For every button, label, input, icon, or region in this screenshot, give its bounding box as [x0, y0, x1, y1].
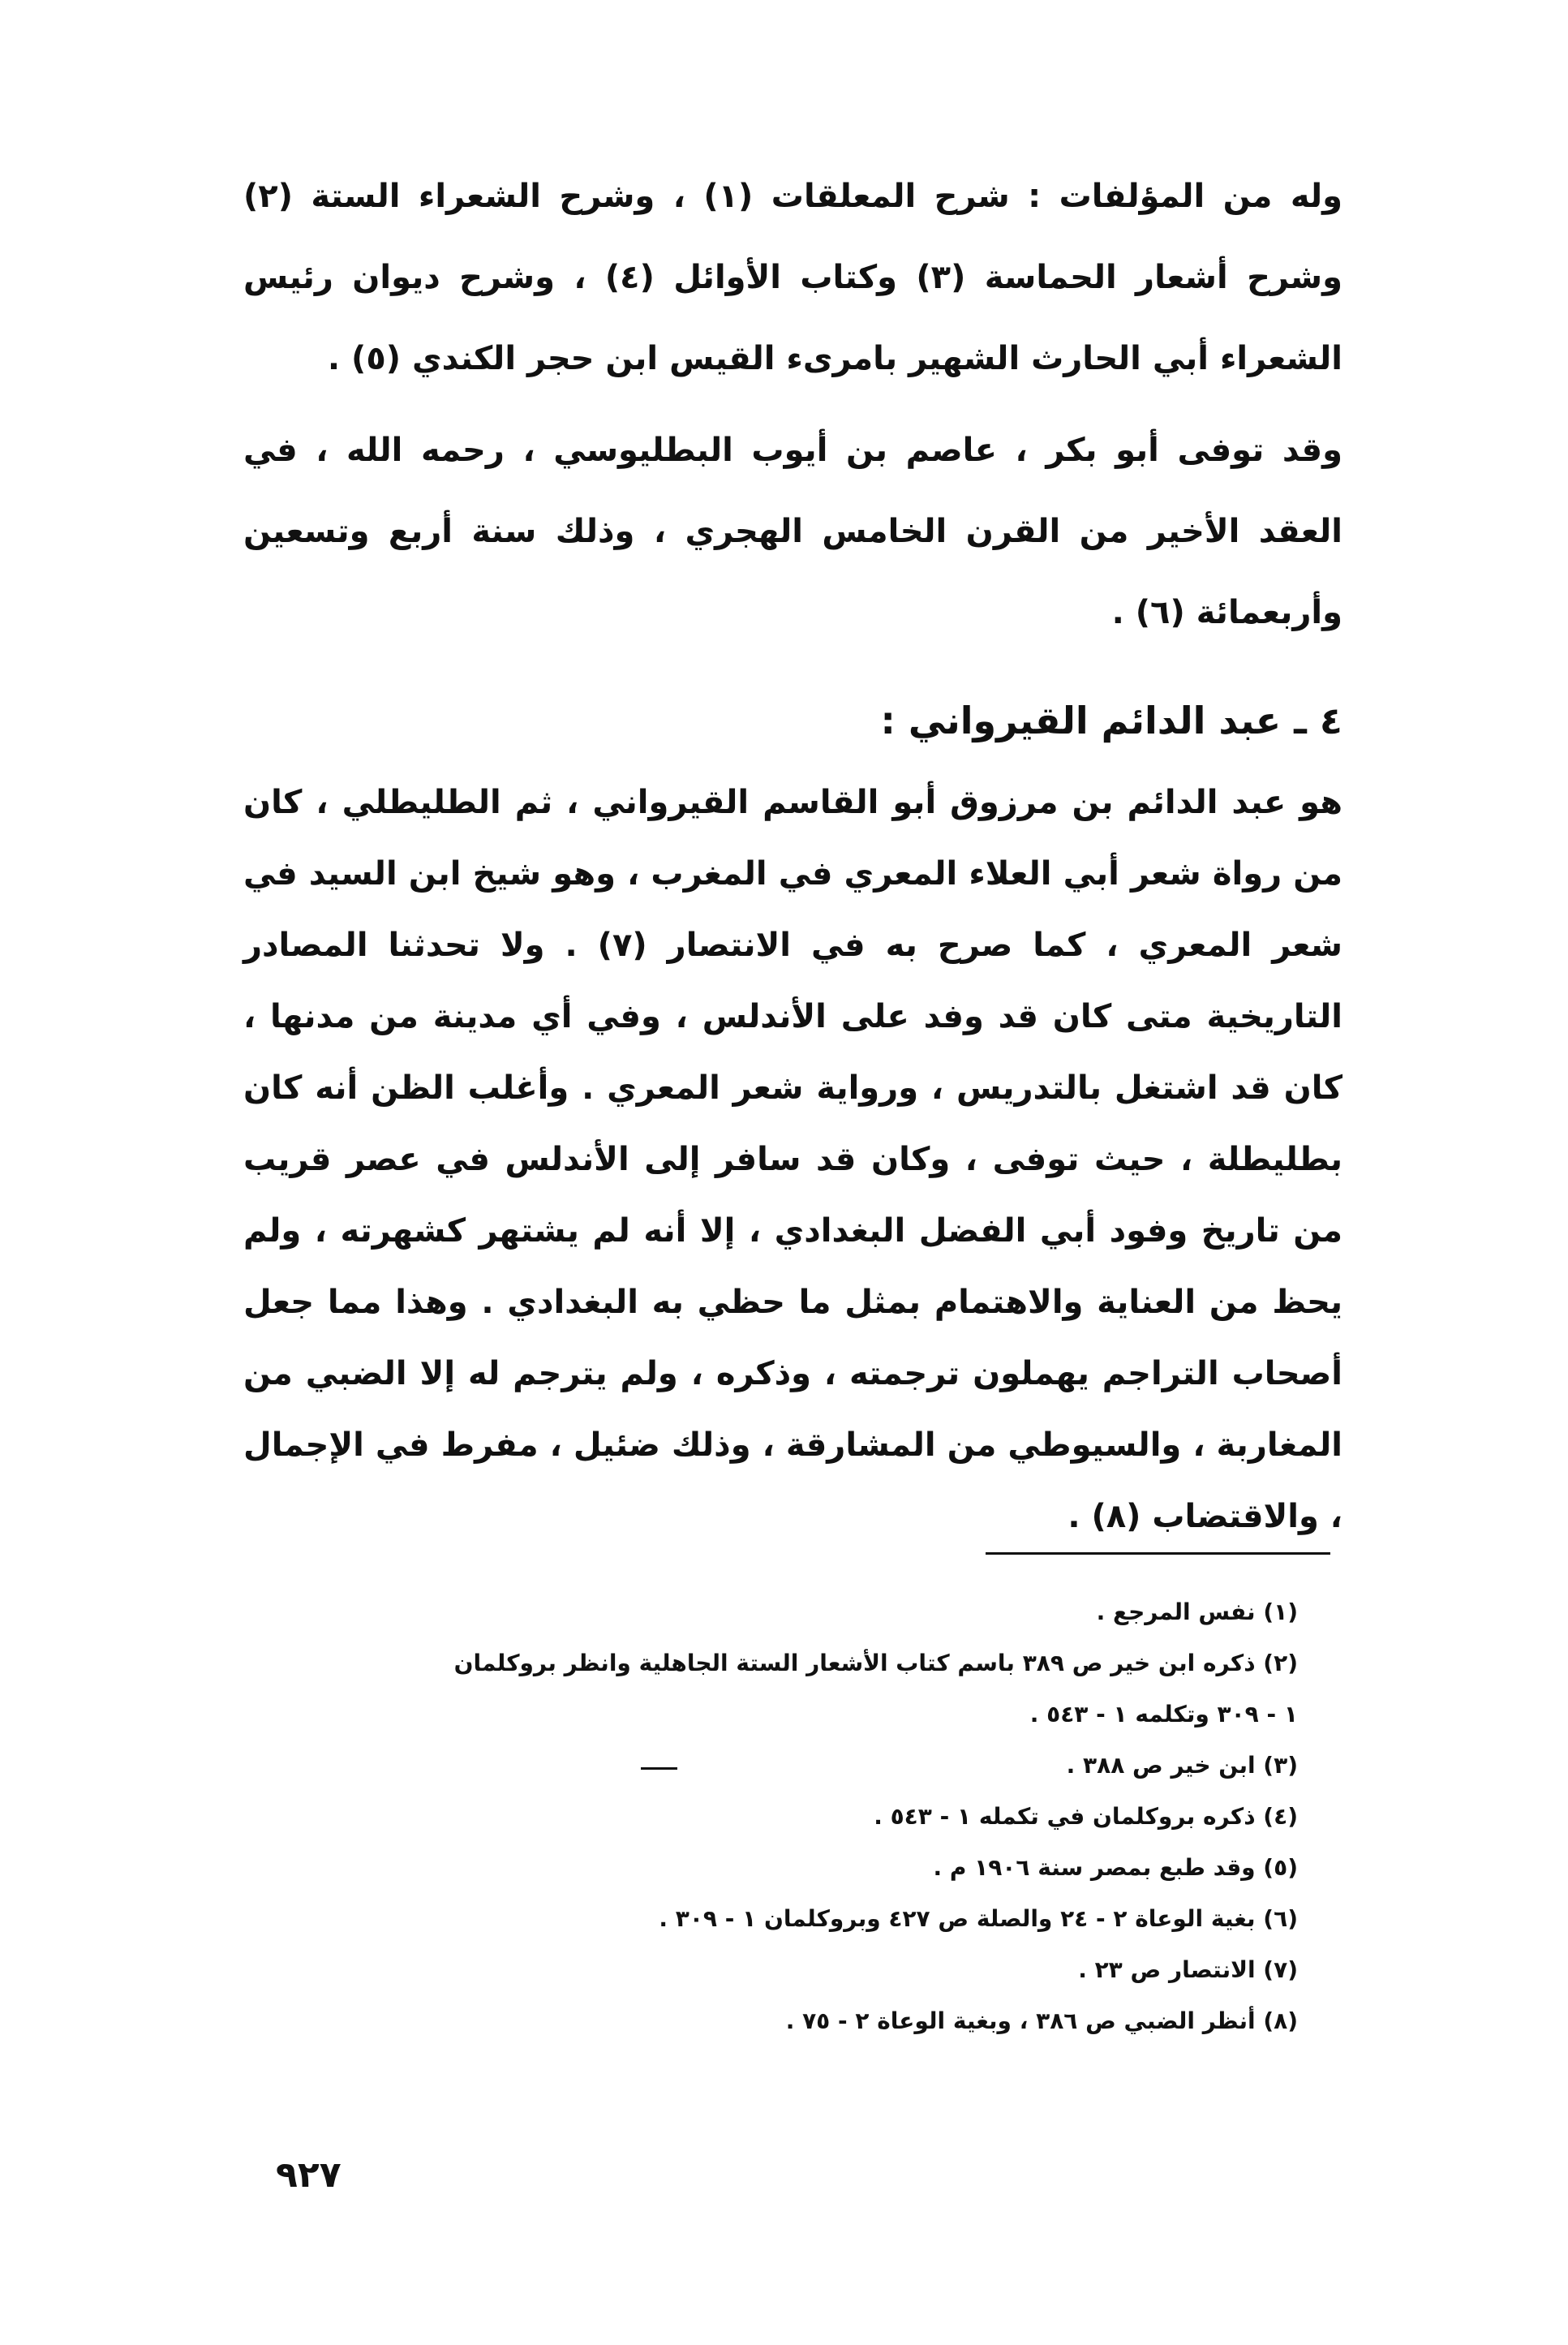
footnote-2: (٢) ذكره ابن خير ص ٣٨٩ باسم كتاب الأشعار الستة الجاهلية وانظر بروكلمان [453, 1650, 1298, 1676]
footnote-6: (٦) بغية الوعاة ٢ - ٢٤ والصلة ص ٤٢٧ وبروكلمان ١ - ٣٠٩ . [659, 1905, 1298, 1932]
paragraph-biography: هو عبد الدائم بن مرزوق أبو القاسم القيرواني ، ثم الطليطلي ، كان من رواة شعر أبي العلاء المعري في المغرب ، وهو شيخ ابن السيد في شعر المعري ، كما صرح به في الانتصار (٧) . ولا تحدثنا المصادر التاريخية متى كان قد وفد على الأندلس ، وفي أي مدينة من مدنها ، كان قد اشتغل بالتدريس ، ورواية شعر المعري . وأغلب الظن أنه كان بطليطلة ، حيث توفى ، وكان قد سافر إلى الأندلس في عصر قريب من تاريخ وفود أبي الفضل البغدادي ، إلا أنه لم يشتهر كشهرته ، ولم يحظ من العناية والاهتمام بمثل ما حظي به البغدادي . وهذا مما جعل أصحاب التراجم يهملون ترجمته ، وذكره ، ولم يترجم له إلا الضبي من المغاربة ، والسيوطي من المشارقة ، وذلك ضئيل ، مفرط في الإجمال ، والاقتضاب (٨) . [243, 784, 1342, 1535]
footnote-8: (٨) أنظر الضبي ص ٣٨٦ ، وبغية الوعاة ٢ - ٧٥ . [785, 2007, 1298, 2034]
footnote-4: (٤) ذكره بروكلمان في تكمله ١ - ٥٤٣ . [874, 1803, 1298, 1830]
footnote-2-continued: ١ - ٣٠٩ وتكلمه ١ - ٥٤٣ . [1029, 1701, 1298, 1728]
paragraph-works: وله من المؤلفات : شرح المعلقات (١) ، وشرح الشعراء الستة (٢) وشرح أشعار الحماسة (٣) وكتاب الأوائل (٤) ، وشرح ديوان رئيس الشعراء أبي الحارث الشهير بامرىء القيس ابن حجر الكندي (٥) . [243, 178, 1342, 377]
footnote-divider [986, 1552, 1330, 1555]
footnote-dash-mark [641, 1767, 677, 1770]
footnote-3: (٣) ابن خير ص ٣٨٨ . [1066, 1752, 1298, 1779]
page-number: ٩٢٧ [276, 2154, 342, 2196]
footnote-1: (١) نفس المرجع . [1096, 1598, 1298, 1625]
footnote-5: (٥) وقد طبع بمصر سنة ١٩٠٦ م . [933, 1854, 1298, 1881]
footnote-7: (٧) الانتصار ص ٢٣ . [1078, 1956, 1298, 1983]
footnotes-list [243, 1586, 1298, 2046]
paragraph-death: وقد توفى أبو بكر ، عاصم بن أيوب البطليوسي ، رحمه الله ، في العقد الأخير من القرن الخامس الهجري ، وذلك سنة أربع وتسعين وأربعمائة (٦) . [243, 432, 1342, 631]
section-heading: ٤ ـ عبد الدائم القيرواني : [880, 699, 1342, 742]
